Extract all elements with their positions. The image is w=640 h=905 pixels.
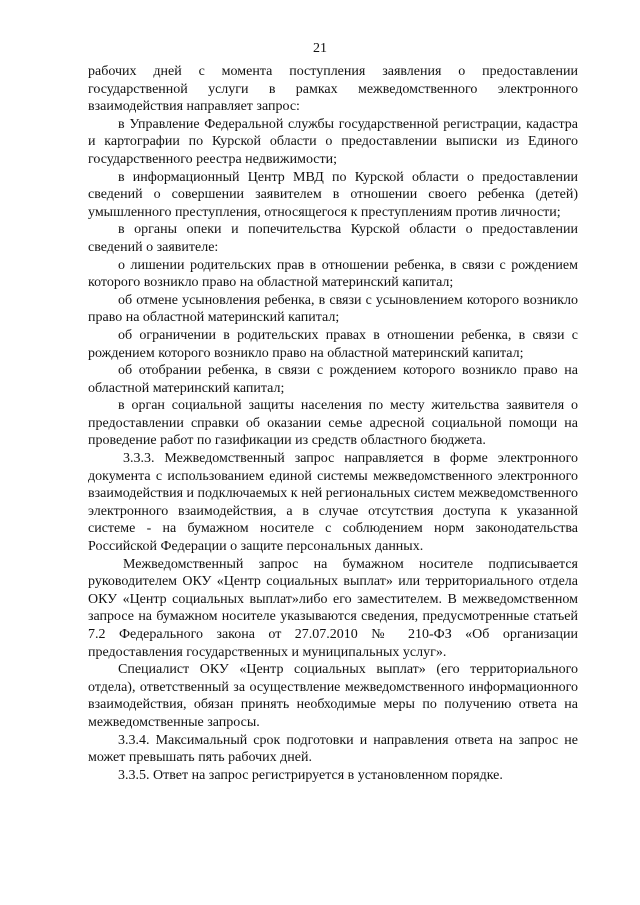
paragraph-3-3-3: 3.3.3. Межведомственный запрос направляется в форме электронного документа с использованием единой системы межведомственного электронного взаимодействия и подключаемых к ней региональных систем межведомственного электронного взаимодействия, а в случае отсутствия доступа к указанной системе - на бумажном носителе с соблюдением норм законодательства Российской Федерации о защите персональных данных. [88,451,578,555]
paragraph-specialist: Специалист ОКУ «Центр социальных выплат» (его территориального отдела), ответственный за осуществление межведомственного информационного взаимодействия, обязан принять необходимые меры по получению ответа на межведомственные запросы. [88,662,578,730]
paragraph-restriction: об ограничении в родительских правах в отношении ребенка, в связи с рождением которого возникло право на областной материнский капитал; [88,327,578,361]
paragraph-3-3-5: 3.3.5. Ответ на запрос регистрируется в установленном порядке. [118,767,503,783]
paragraph-guardianship: в органы опеки и попечительства Курской области о предоставлении сведений о заявителе: [88,222,578,255]
paragraph-continuation: рабочих дней с момента поступления заявления о предоставлении государственной услуги в рамках межведомственного электронного взаимодействия направляет запрос: [88,64,578,115]
paragraph-deprivation: о лишении родительских прав в отношении ребенка, в связи с рождением которого возникло право на областной материнский капитал; [88,257,578,291]
document-body [88,63,578,784]
paragraph-rosreestr: в Управление Федеральной службы государственной регистрации, кадастра и картографии по Курской области о предоставлении выписки из Единого государственного реестра недвижимости; [88,116,578,167]
paragraph-3-3-4: 3.3.4. Максимальный срок подготовки и направления ответа на запрос не может превышать пять рабочих дней. [88,732,578,766]
paragraph-removal: об отобрании ребенка, в связи с рождением которого возникло право на областной материнский капитал; [88,363,578,396]
paragraph-paper-request: Межведомственный запрос на бумажном носителе подписывается руководителем ОКУ «Центр социальных выплат» или территориального отдела ОКУ «Центр социальных выплат»либо его заместителем. В межведомственном запросе на бумажном носителе указываются сведения, предусмотренные статьей 7.2 Федерального закона от 27.07.2010 № 210-ФЗ «Об организации предоставления государственных и муниципальных услуг». [88,556,578,660]
paragraph-social-protection: в орган социальной защиты населения по месту жительства заявителя о предоставлении справки об оказании семье адресной социальной помощи на проведение работ по газификации из средств областного бюджета. [88,398,578,449]
paragraph-mvd: в информационный Центр МВД по Курской области о предоставлении сведений о совершении заявителем в отношении своего ребенка (детей) умышленного преступления, относящегося к преступлениям против личности; [88,169,578,220]
paragraph-adoption-cancel: об отмене усыновления ребенка, в связи с усыновлением которого возникло право на областной материнский капитал; [88,292,578,326]
page-number: 21 [313,41,327,56]
